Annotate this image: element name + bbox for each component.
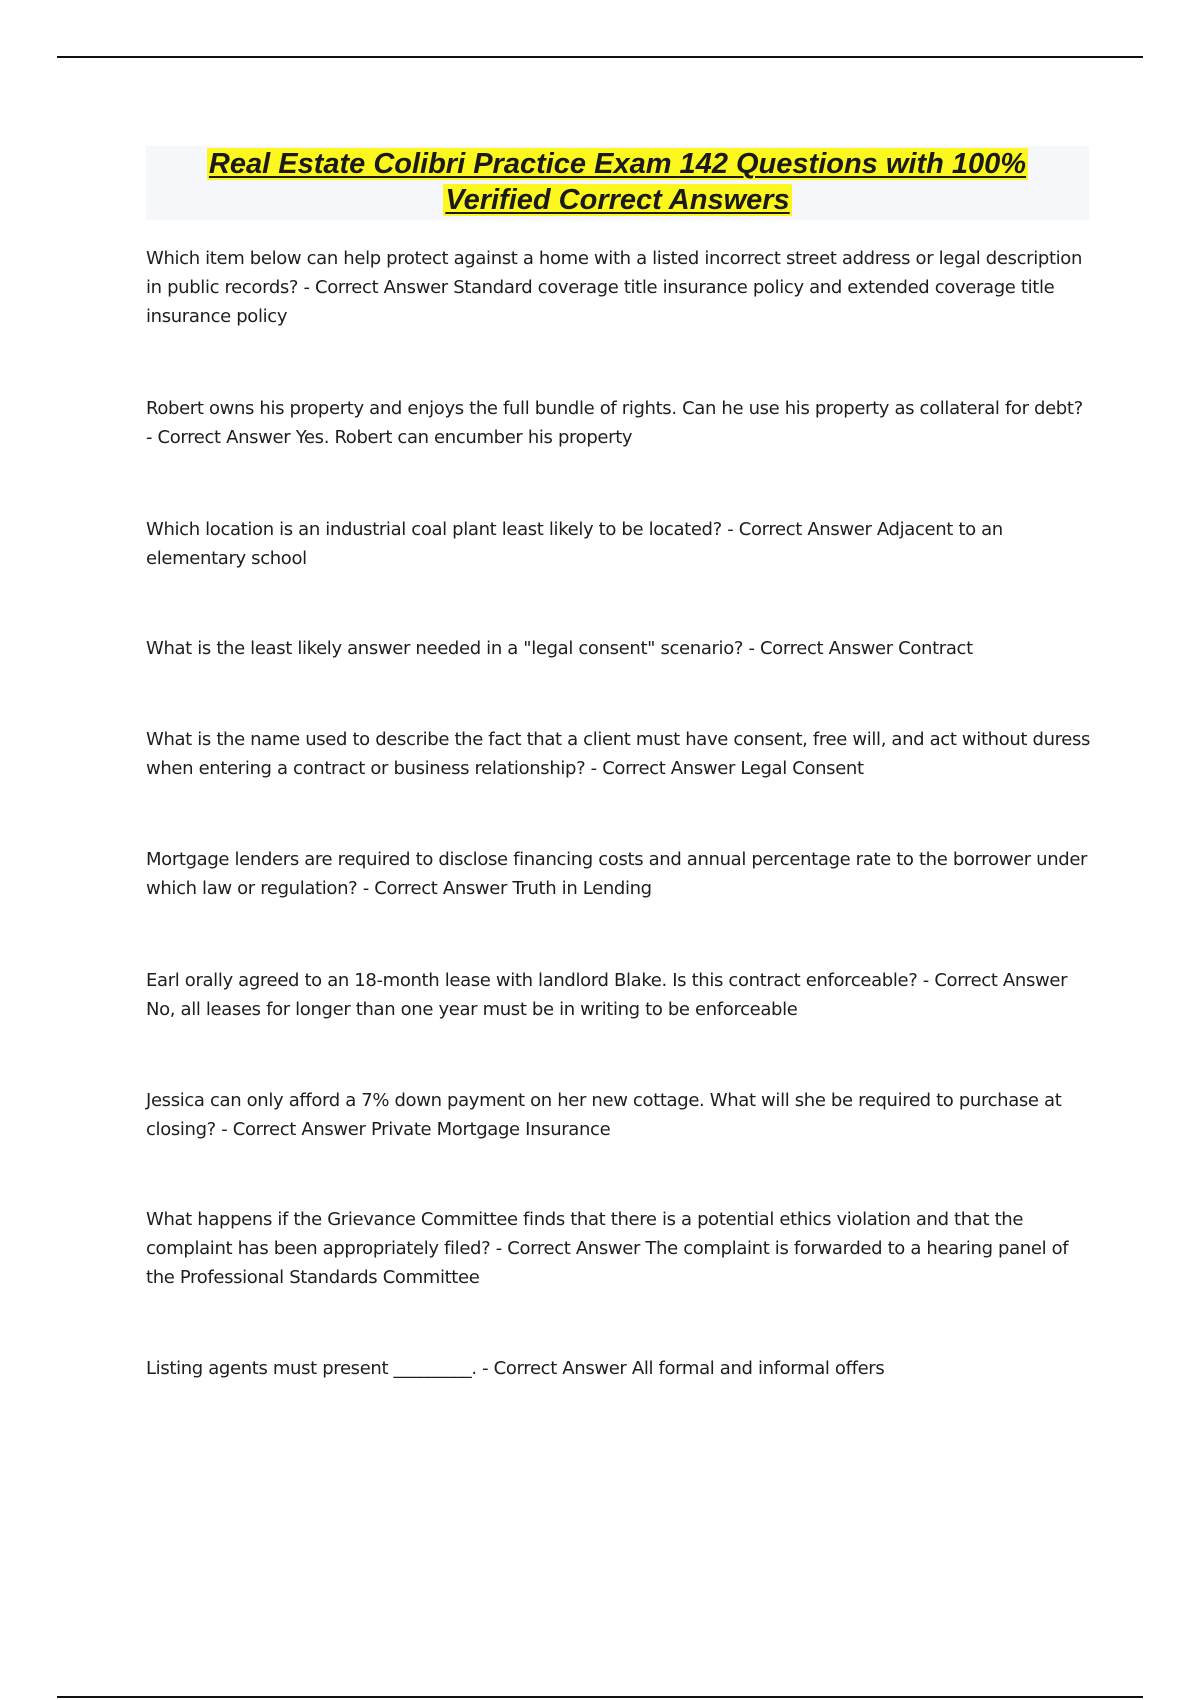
qa-item-4: What is the least likely answer needed in a "legal consent" scenario? - Correct Answer Contract: [146, 638, 973, 659]
document-title: [146, 146, 1089, 218]
title-line-1: Real Estate Colibri Practice Exam 142 Questions with 100%: [208, 148, 1027, 180]
top-rule: [57, 56, 1143, 58]
title-line-2: Verified Correct Answers: [445, 184, 790, 216]
qa-item-10: Listing agents must present _________. - Correct Answer All formal and informal offers: [146, 1358, 885, 1379]
qa-item-3: Which location is an industrial coal plant least likely to be located? - Correct Answer Adjacent to an elementary school: [146, 519, 1003, 569]
bottom-rule: [57, 1696, 1143, 1698]
qa-item-7: Earl orally agreed to an 18-month lease with landlord Blake. Is this contract enforceable? - Correct Answer No, all leases for longer than one year must be in writing to be enforceable: [146, 970, 1068, 1020]
qa-item-6: Mortgage lenders are required to disclose financing costs and annual percentage rate to the borrower under which law or regulation? - Correct Answer Truth in Lending: [146, 849, 1088, 899]
title-block: [146, 146, 1089, 220]
qa-item-8: Jessica can only afford a 7% down payment on her new cottage. What will she be required to purchase at closing? - Correct Answer Private Mortgage Insurance: [146, 1090, 1062, 1140]
qa-item-2: Robert owns his property and enjoys the full bundle of rights. Can he use his property as collateral for debt? - Correct Answer Yes. Robert can encumber his property: [146, 398, 1083, 448]
qa-item-1: Which item below can help protect against a home with a listed incorrect street address or legal description in public records? - Correct Answer Standard coverage title insurance policy and extended coverage title insurance policy: [146, 248, 1083, 327]
qa-item-9: What happens if the Grievance Committee finds that there is a potential ethics violation and that the complaint has been appropriately filed? - Correct Answer The complaint is forwarded to a hearing panel of the Professional Standards Committee: [146, 1209, 1069, 1288]
qa-item-5: What is the name used to describe the fact that a client must have consent, free will, and act without duress when entering a contract or business relationship? - Correct Answer Legal Consent: [146, 729, 1091, 779]
